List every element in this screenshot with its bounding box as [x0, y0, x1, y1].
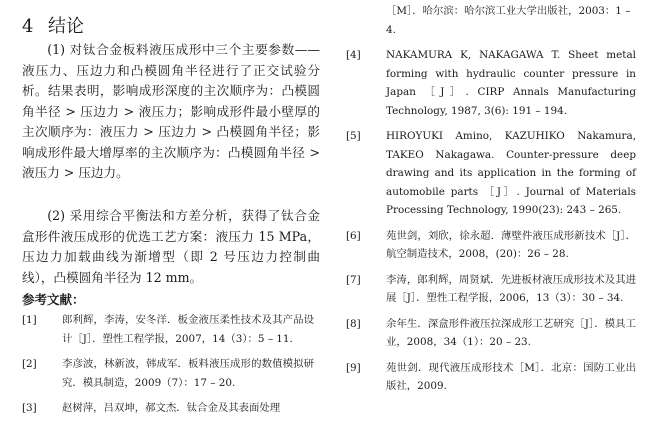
- conclusion-paragraph-2: (2) 采用综合平衡法和方差分析，获得了钛合金盒形件液压成形的优选工艺方案：液压力 15 MPa，压边力加载曲线为渐增型（即 2 号压边力控制曲线），凸模圆角半径为 12 mm。: [22, 208, 320, 285]
- reference-list-left: [22, 311, 314, 425]
- reference-number: [9]: [346, 361, 361, 374]
- reference-item: [346, 46, 636, 120]
- reference-number: [8]: [346, 317, 361, 330]
- reference-item: [22, 355, 314, 392]
- section-number: 4: [22, 16, 34, 37]
- reference-text: 赵树萍，吕双坤，郝文杰．钛合金及其表面处理: [62, 402, 281, 414]
- reference-item: [346, 271, 636, 308]
- reference-text: 余年生．深盒形件液压拉深成形工艺研究［J］．模具工业，2008，34（1）：20 – 23.: [386, 317, 636, 348]
- reference-number: [5]: [346, 130, 361, 142]
- reference-text: 李涛，郎利辉，周贤斌．先进板材液压成形技术及其进展［J］．塑性工程学报，2006，13（3）：30 – 34.: [386, 273, 636, 304]
- section-heading: [22, 16, 84, 38]
- reference-text: 苑世剑，刘欣，徐永超．薄壁件液压成形新技术［J］．航空制造技术，2008，(20)：26 – 28.: [386, 229, 636, 260]
- reference-item: [346, 315, 636, 352]
- reference-number: [3]: [22, 402, 37, 414]
- reference-number: [2]: [22, 358, 37, 370]
- reference-number: [7]: [346, 273, 361, 286]
- reference-text: 李彦波，林新波，韩成军．板料液压成形的数值模拟研究．模具制造，2009（7）：17 – 20.: [62, 358, 314, 389]
- section-title: 结论: [48, 16, 84, 37]
- reference-list-right: [346, 2, 636, 403]
- reference-item: [22, 399, 314, 418]
- reference-text: HIROYUKI Amino, KAZUHIKO Nakamura, TAKEO Nakagawa. Counter-pressure deep drawing and its application in the forming of automobile parts ［J］. Journal of Materials Processing Technology, 1990(23): 243 – 265.: [386, 130, 636, 216]
- reference-text: 郎利辉，李涛，安冬洋．板金液压柔性技术及其产品设计［J］．塑性工程学报，2007，14（3）：5 – 11.: [62, 314, 314, 345]
- reference-item: [346, 127, 636, 220]
- reference-continuation: ［M］．哈尔滨：哈尔滨工业大学出版社，2003：1 – 4.: [386, 5, 631, 36]
- reference-item: [346, 359, 636, 396]
- conclusion-paragraph-1: (1) 对钛合金板料液压成形中三个主要参数——液压力、压边力和凸模圆角半径进行了正交试验分析。结果表明，影响成形深度的主次顺序为：凸模圆角半径 > 压边力 > 液压力；影响成形件最小壁厚的主次顺序为：液压力 > 压边力 > 凸模圆角半径；影响成形件最大增厚率的主次顺序为：凸模圆角半径 > 液压力 > 压边力。: [22, 42, 320, 180]
- references-title: 参考文献：: [22, 292, 85, 307]
- reference-item: [22, 311, 314, 348]
- reference-number: [4]: [346, 49, 361, 61]
- reference-number: [1]: [22, 314, 37, 326]
- reference-text: 苑世剑．现代液压成形技术［M］．北京：国防工业出版社，2009.: [386, 361, 636, 392]
- reference-number: [6]: [346, 229, 361, 242]
- reference-text: NAKAMURA K, NAKAGAWA T. Sheet metal forming with hydraulic counter pressure in Japan ［J］. CIRP Annals Manufacturing Technology, 1987, 3(6): 191 – 194.: [386, 49, 636, 117]
- reference-item: [346, 227, 636, 264]
